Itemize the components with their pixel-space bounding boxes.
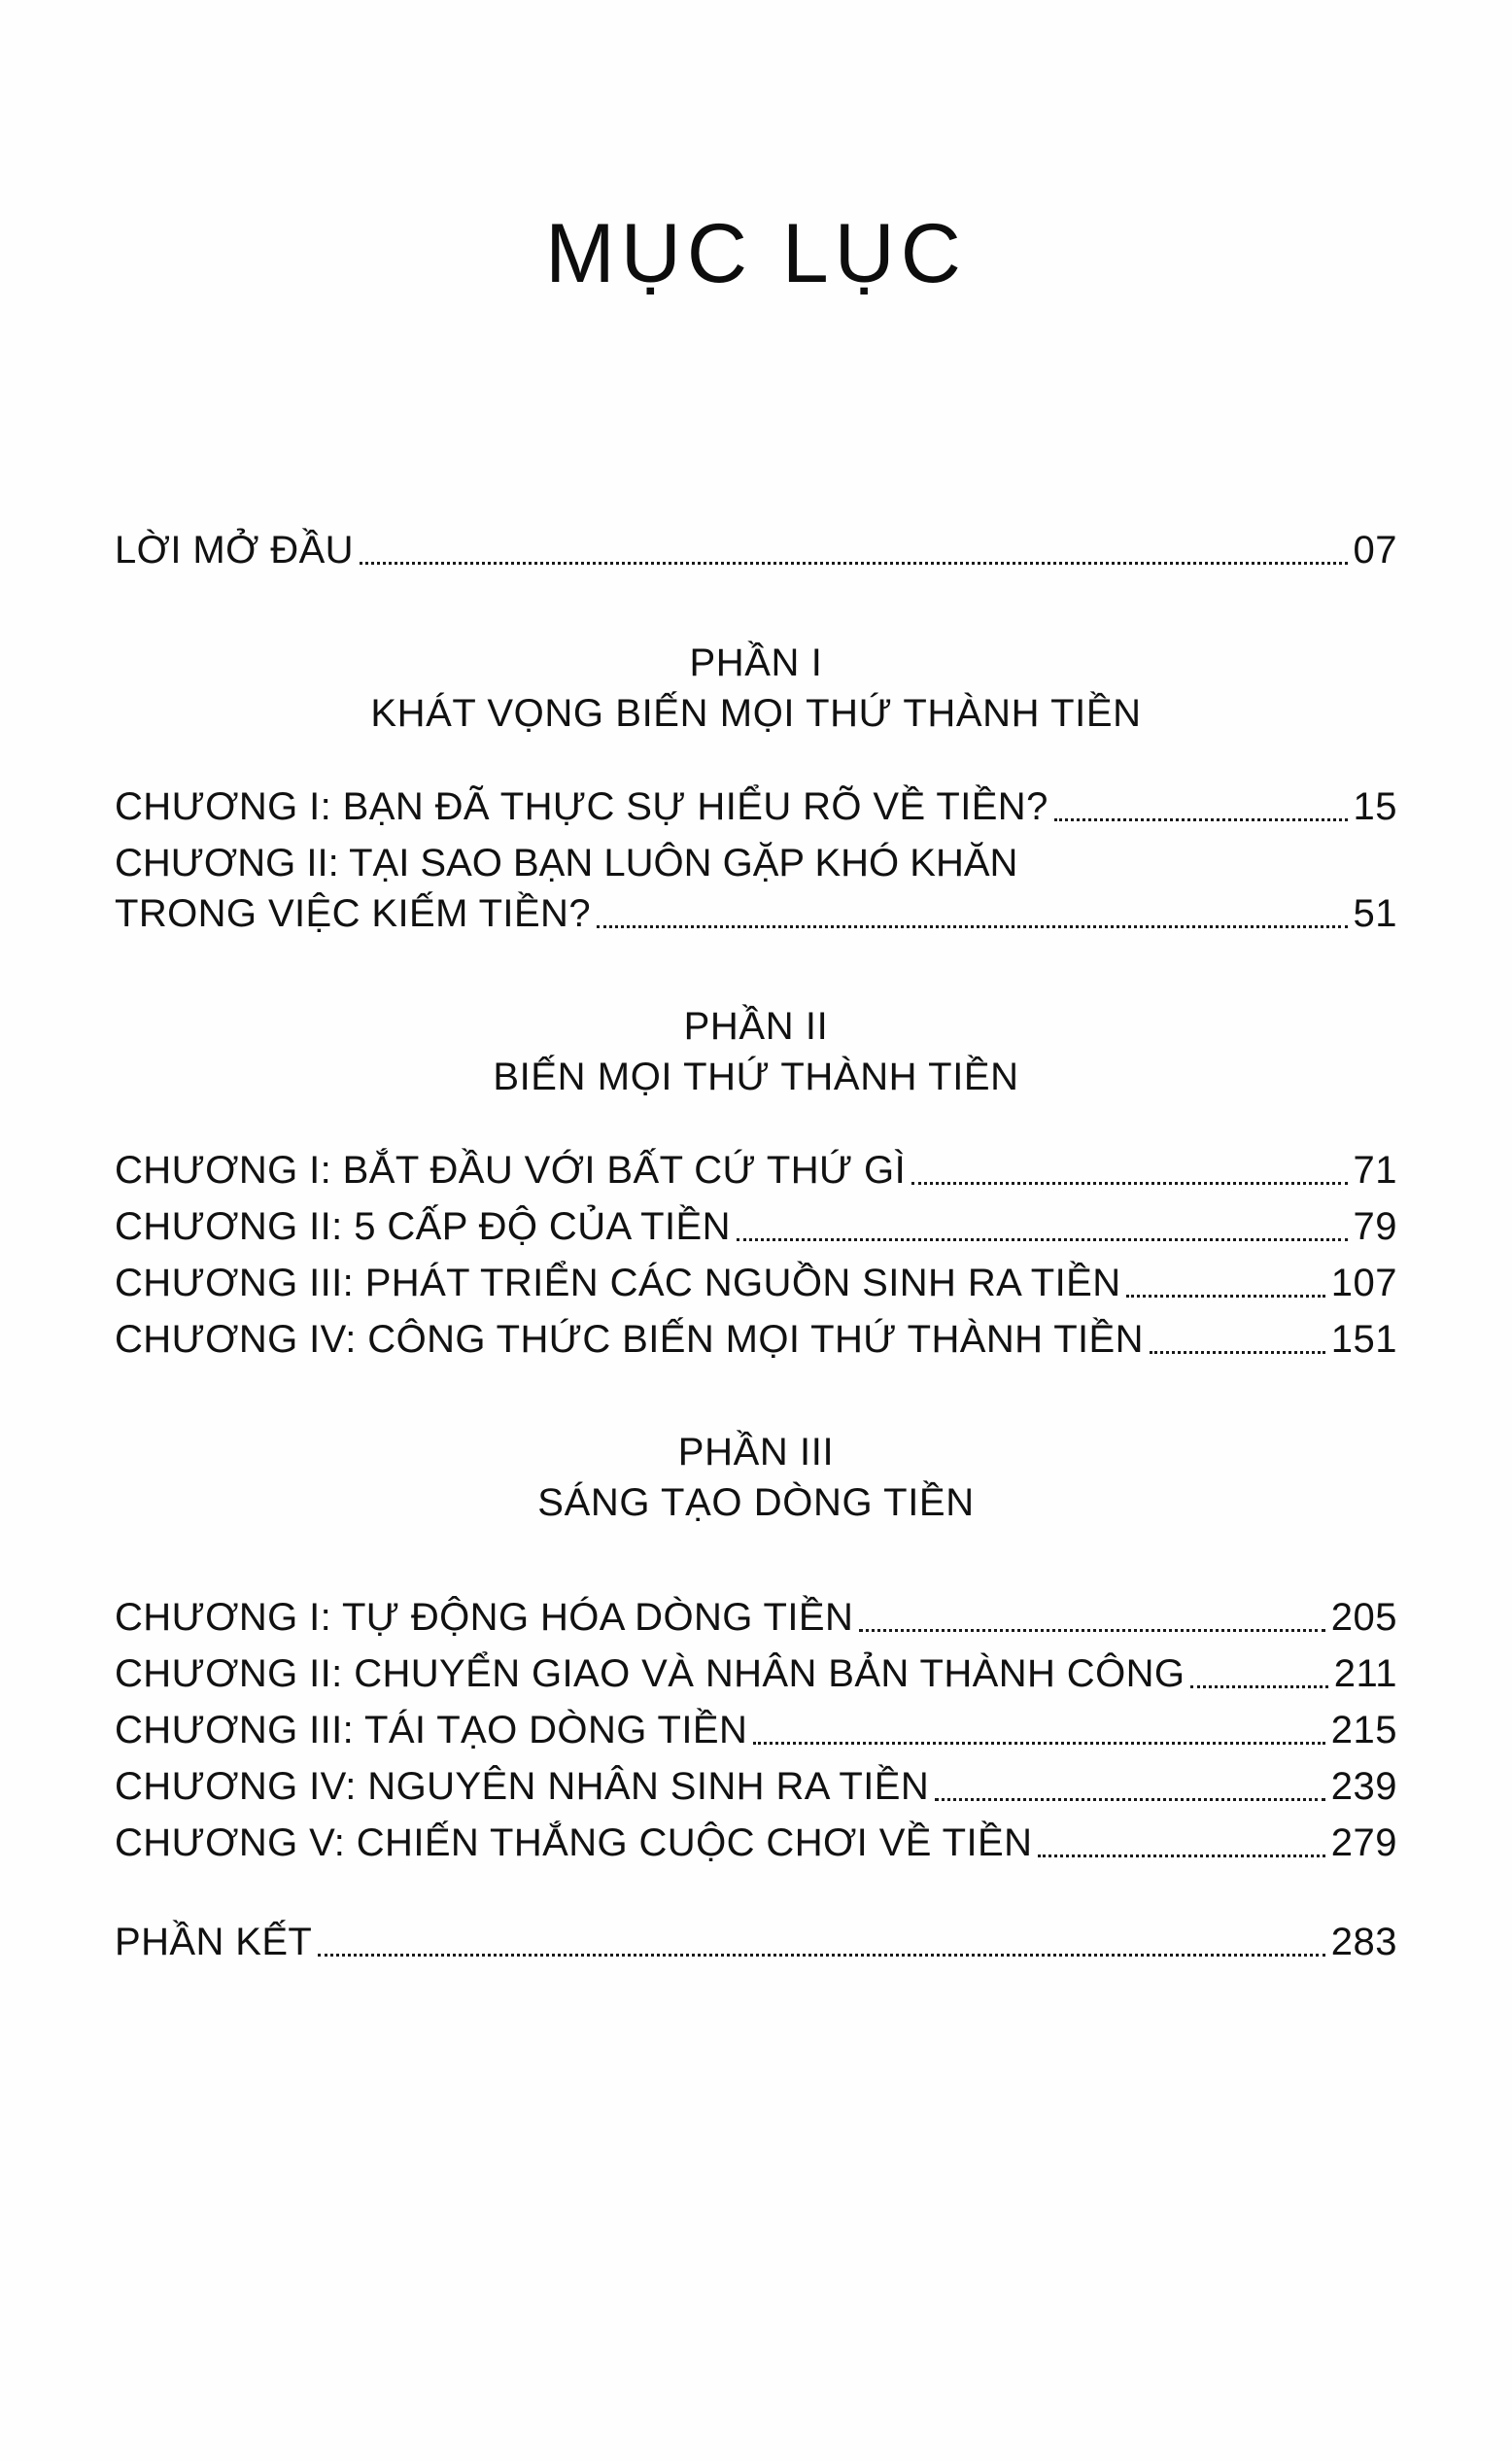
toc-entry-page: 79: [1353, 1205, 1397, 1248]
toc-entry-p2-c1[interactable]: [115, 1145, 1397, 1196]
toc-part-heading-2: [115, 1001, 1397, 1102]
toc-entry-p2-c3[interactable]: [115, 1258, 1397, 1308]
spacer: [115, 739, 1397, 781]
part-name: PHẦN I: [689, 641, 823, 684]
toc-entry-label: CHƯƠNG II: CHUYỂN GIAO VÀ NHÂN BẢN THÀNH CÔNG: [115, 1652, 1186, 1695]
toc-entry-label: PHẦN KẾT: [115, 1921, 313, 1963]
toc-entry-page: 151: [1330, 1318, 1397, 1361]
toc-entry-p1-c1[interactable]: [115, 781, 1397, 832]
toc-entry-p2-c2[interactable]: [115, 1201, 1397, 1252]
toc-entry-page: 283: [1330, 1921, 1397, 1963]
table-of-contents: [115, 525, 1397, 1967]
toc-entry-p3-c2[interactable]: [115, 1648, 1397, 1699]
toc-entry-page: 211: [1333, 1652, 1397, 1695]
toc-entry-p2-c4[interactable]: [115, 1314, 1397, 1365]
toc-entry-label-line2: TRONG VIỆC KIẾM TIỀN?: [115, 892, 591, 935]
toc-entry-label: CHƯƠNG IV: NGUYÊN NHÂN SINH RA TIỀN: [115, 1765, 930, 1808]
toc-entry-p1-c2[interactable]: [115, 838, 1397, 939]
toc-part-heading-3: [115, 1427, 1397, 1528]
toc-entry-conclusion[interactable]: [115, 1917, 1397, 1967]
dot-leader: [737, 1238, 1348, 1241]
toc-entry-label: CHƯƠNG I: BẮT ĐẦU VỚI BẤT CỨ THỨ GÌ: [115, 1149, 907, 1192]
toc-entry-preface[interactable]: [115, 525, 1397, 575]
toc-entry-page: 51: [1353, 892, 1397, 935]
dot-leader: [935, 1798, 1325, 1801]
toc-entry-p3-c4[interactable]: [115, 1761, 1397, 1812]
toc-entry-label-line1: CHƯƠNG II: TẠI SAO BẠN LUÔN GẶP KHÓ KHĂN: [115, 842, 1018, 884]
spacer: [115, 945, 1397, 1001]
toc-entry-page: 71: [1353, 1149, 1397, 1192]
toc-entry-label: LỜI MỞ ĐẦU: [115, 529, 354, 572]
toc-entry-p3-c5[interactable]: [115, 1818, 1397, 1868]
toc-entry-label: CHƯƠNG II: 5 CẤP ĐỘ CỦA TIỀN: [115, 1205, 731, 1248]
dot-leader: [597, 925, 1348, 928]
spacer: [115, 1370, 1397, 1427]
toc-entry-p3-c3[interactable]: [115, 1705, 1397, 1755]
toc-entry-p3-c1[interactable]: [115, 1592, 1397, 1643]
dot-leader: [753, 1742, 1325, 1745]
spacer: [115, 581, 1397, 638]
dot-leader: [1126, 1295, 1324, 1298]
dot-leader: [1054, 818, 1348, 821]
dot-leader: [360, 562, 1348, 565]
dot-leader: [1150, 1351, 1325, 1354]
toc-part-heading-1: [115, 638, 1397, 739]
spacer: [115, 1528, 1397, 1592]
dot-leader: [318, 1954, 1325, 1957]
toc-entry-page: 279: [1330, 1821, 1397, 1864]
dot-leader: [859, 1629, 1324, 1632]
toc-entry-label: CHƯƠNG IV: CÔNG THỨC BIẾN MỌI THỨ THÀNH TIỀN: [115, 1318, 1144, 1361]
toc-entry-label: CHƯƠNG I: TỰ ĐỘNG HÓA DÒNG TIỀN: [115, 1596, 854, 1639]
toc-entry-label: CHƯƠNG III: TÁI TẠO DÒNG TIỀN: [115, 1709, 748, 1751]
dot-leader: [1190, 1685, 1327, 1688]
toc-entry-page: 205: [1330, 1596, 1397, 1639]
toc-entry-page: 15: [1353, 785, 1397, 828]
spacer: [115, 1874, 1397, 1917]
toc-entry-page: 107: [1330, 1262, 1397, 1304]
dot-leader: [1038, 1854, 1324, 1857]
part-name: PHẦN III: [677, 1431, 835, 1473]
dot-leader: [911, 1182, 1347, 1185]
part-subtitle: BIẾN MỌI THỨ THÀNH TIỀN: [493, 1056, 1019, 1098]
spacer: [115, 1102, 1397, 1145]
toc-entry-label: CHƯƠNG V: CHIẾN THẮNG CUỘC CHƠI VỀ TIỀN: [115, 1821, 1033, 1864]
toc-entry-label: CHƯƠNG I: BẠN ĐÃ THỰC SỰ HIỂU RÕ VỀ TIỀN?: [115, 785, 1048, 828]
part-name: PHẦN II: [683, 1005, 829, 1048]
part-subtitle: KHÁT VỌNG BIẾN MỌI THỨ THÀNH TIỀN: [370, 692, 1142, 735]
toc-entry-page: 239: [1330, 1765, 1397, 1808]
toc-entry-page: 07: [1353, 529, 1397, 572]
toc-entry-label: CHƯƠNG III: PHÁT TRIỂN CÁC NGUỒN SINH RA TIỀN: [115, 1262, 1121, 1304]
toc-entry-page: 215: [1330, 1709, 1397, 1751]
part-subtitle: SÁNG TẠO DÒNG TIỀN: [537, 1481, 975, 1524]
page-title: MỤC LỤC: [545, 207, 967, 300]
